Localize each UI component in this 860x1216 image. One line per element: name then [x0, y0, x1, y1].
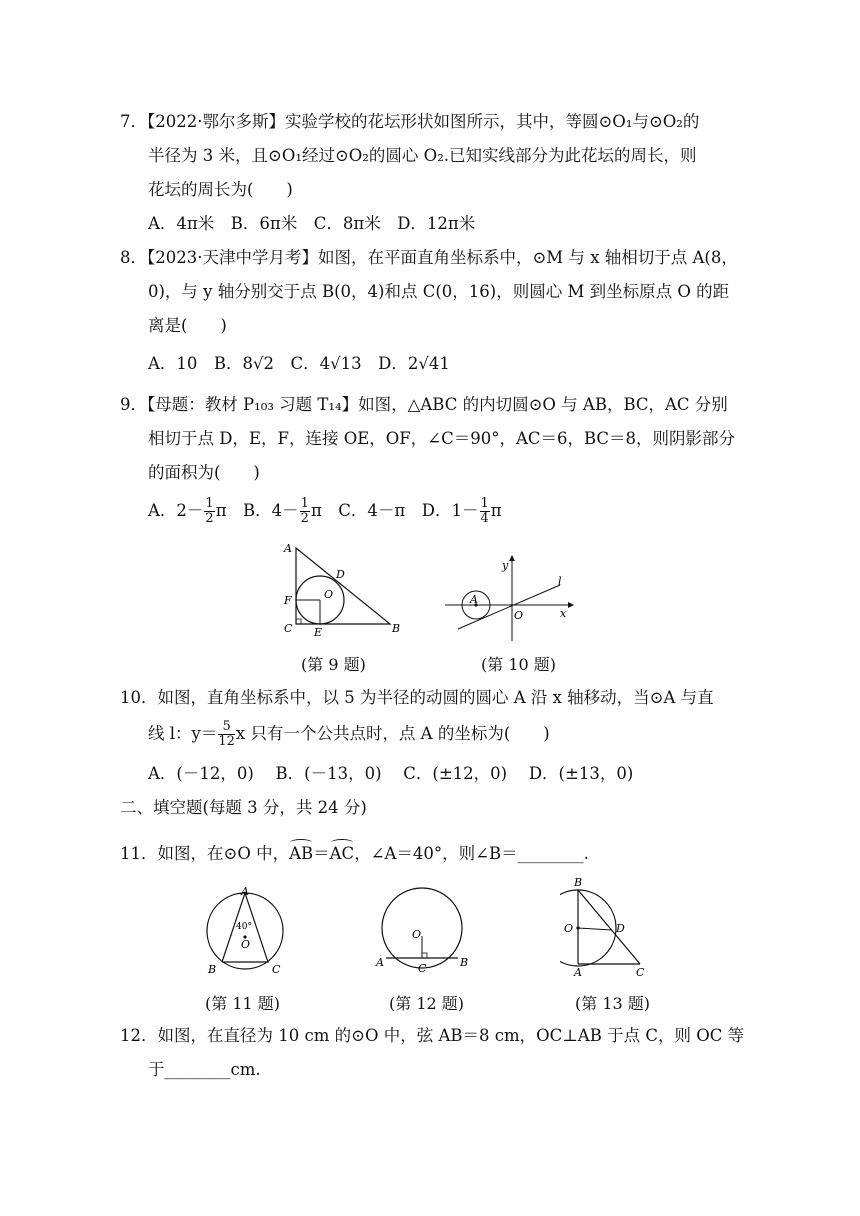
- frac-den: 12: [218, 734, 235, 749]
- fraction-5-12: [218, 720, 235, 749]
- section-heading: 二、填空题(每题 3 分，共 24 分): [120, 798, 367, 817]
- q9-option-b: π B．4－: [215, 501, 299, 520]
- q11-pre: 11．如图，在⊙O 中，: [120, 844, 290, 863]
- label-b: B: [392, 622, 401, 635]
- label-f: F: [284, 594, 292, 607]
- frac-num: 5: [218, 720, 235, 735]
- angle-label: 40°: [236, 922, 252, 932]
- label-a: A: [574, 966, 582, 979]
- label-a: A: [470, 593, 478, 606]
- fraction-quarter: [480, 497, 490, 526]
- frac-den: 4: [480, 511, 489, 526]
- label-b: B: [460, 956, 469, 969]
- label-a: A: [241, 885, 249, 898]
- q9-option-c: π C．4－π D．1－: [310, 501, 479, 520]
- q10-line-2-post: x 只有一个公共点时，点 A 的坐标为( ): [235, 724, 550, 743]
- q11-text: [120, 843, 589, 865]
- q10-line-2: [148, 718, 550, 750]
- label-x: x: [560, 607, 567, 620]
- frac-den: 2: [205, 511, 214, 526]
- q9-line-1: 9．【母题：教材 P₁₀₃ 习题 T₁₄】如图，△ABC 的内切圆⊙O 与 AB，BC，AC 分别: [120, 395, 728, 414]
- label-l: l: [558, 575, 562, 588]
- figure-9: [278, 540, 408, 640]
- q7-line-3: 花坛的周长为( ): [148, 180, 293, 199]
- q11-mid: ＝: [313, 844, 330, 863]
- frac-den: 2: [300, 511, 309, 526]
- label-c: C: [272, 963, 281, 976]
- q7-options: A．4π米 B．6π米 C．8π米 D．12π米: [148, 214, 476, 233]
- q11-post: ，∠A＝40°，则∠B＝________.: [354, 844, 589, 863]
- figure-9-caption: (第 9 题): [301, 655, 366, 674]
- frac-num: 1: [480, 496, 489, 511]
- q9-line-2: 相切于点 D，E，F，连接 OE，OF，∠C＝90°，AC＝6，BC＝8，则阴影部分: [148, 429, 736, 448]
- figure-10: [440, 555, 575, 645]
- label-o: O: [324, 588, 334, 601]
- q10-line-2-pre: 线 l：y＝: [148, 724, 218, 743]
- q7-line-1: 7．【2022·鄂尔多斯】实验学校的花坛形状如图所示，其中，等圆⊙O₁与⊙O₂的: [120, 112, 700, 131]
- figure-11: [200, 885, 295, 980]
- q12-line-2: 于________cm.: [148, 1060, 261, 1079]
- figure-12-caption: (第 12 题): [389, 994, 465, 1013]
- fraction-half-a: [204, 497, 214, 526]
- label-e: E: [314, 626, 323, 639]
- q9-option-d: π: [490, 501, 502, 520]
- fraction-half-b: [300, 497, 310, 526]
- frac-num: 1: [300, 496, 309, 511]
- q12-line-1: 12．如图，在直径为 10 cm 的⊙O 中，弦 AB＝8 cm，OC⊥AB 于点 C，则 OC 等: [120, 1026, 745, 1045]
- figure-13-caption: (第 13 题): [575, 994, 651, 1013]
- label-d: D: [336, 568, 345, 581]
- q8-line-2: 0)，与 y 轴分别交于点 B(0，4)和点 C(0，16)，则圆心 M 到坐标原点 O 的距: [148, 282, 730, 301]
- label-y: y: [502, 559, 509, 572]
- label-b: B: [208, 963, 217, 976]
- q9-line-3: 的面积为( ): [148, 463, 260, 482]
- label-c: C: [284, 622, 293, 635]
- q9-option-a: A．2－: [148, 501, 204, 520]
- q8-line-1: 8．【2023·天津中学月考】如图，在平面直角坐标系中，⊙M 与 x 轴相切于点 A(8，: [120, 248, 738, 267]
- label-o: O: [564, 922, 574, 935]
- label-c: C: [636, 966, 645, 979]
- figure-13: [560, 874, 660, 980]
- figure-11-caption: (第 11 题): [205, 994, 281, 1013]
- label-b: B: [574, 876, 583, 889]
- q10-line-1: 10．如图，直角坐标系中，以 5 为半径的动圆的圆心 A 沿 x 轴移动，当⊙A 与直: [120, 688, 714, 707]
- arc-ab: AB: [289, 844, 314, 863]
- arc-ac: AC: [329, 844, 355, 863]
- q9-options: [148, 496, 502, 526]
- label-c: C: [418, 962, 427, 975]
- label-o: O: [241, 938, 251, 951]
- label-d: D: [616, 922, 625, 935]
- frac-num: 1: [205, 496, 214, 511]
- figure-10-caption: (第 10 题): [481, 655, 557, 674]
- label-o: O: [412, 928, 422, 941]
- q7-line-2: 半径为 3 米，且⊙O₁经过⊙O₂的圆心 O₂.已知实线部分为此花坛的周长，则: [148, 146, 697, 165]
- label-a: A: [284, 542, 292, 555]
- q8-line-3: 离是( ): [148, 316, 227, 335]
- label-o: O: [514, 609, 524, 622]
- label-a: A: [376, 956, 384, 969]
- figure-12: [372, 882, 472, 982]
- q8-options: A．10 B．8√2 C．4√13 D．2√41: [148, 354, 450, 373]
- q10-options: A．(－12，0) B．(－13，0) C．(±12，0) D．(±13，0): [148, 764, 634, 783]
